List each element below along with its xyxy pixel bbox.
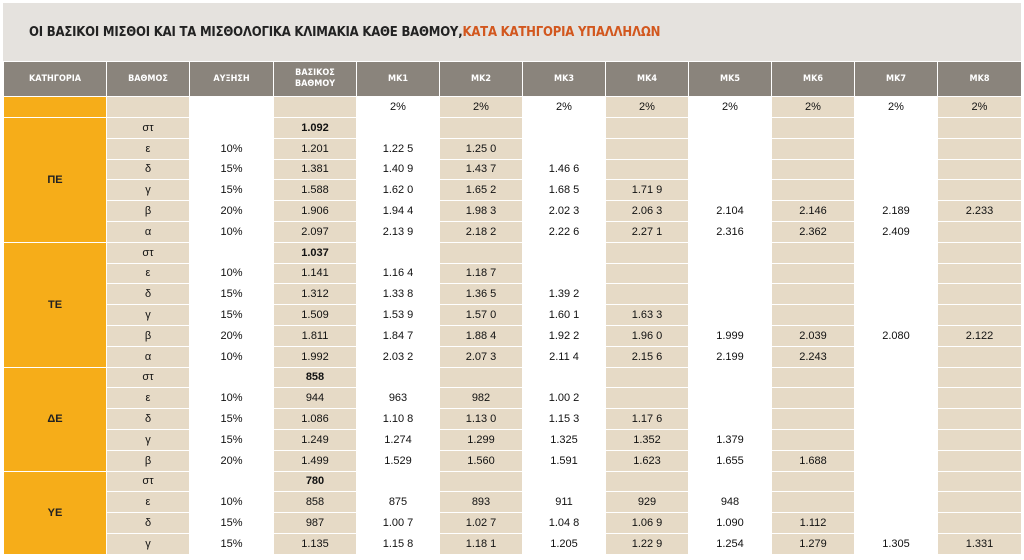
mk-cell (772, 263, 855, 284)
category-cell: ΔΕ (4, 367, 107, 471)
mk-cell (938, 471, 1022, 492)
mk-cell (606, 138, 689, 159)
mk-cell (606, 284, 689, 305)
grade-cell: ε (107, 492, 190, 513)
percentage-cell: 2% (772, 97, 855, 118)
mk-cell (689, 388, 772, 409)
mk-cell: 1.15 3 (523, 409, 606, 430)
grade-cell: ε (107, 138, 190, 159)
mk-cell: 1.13 0 (440, 409, 523, 430)
mk-cell: 982 (440, 388, 523, 409)
table-row (4, 305, 1022, 326)
table-row (4, 367, 1022, 388)
category-cell: ΠΕ (4, 118, 107, 243)
mk-cell (606, 118, 689, 139)
mk-cell: 2.362 (772, 221, 855, 242)
mk-cell (938, 221, 1022, 242)
mk-cell: 1.04 8 (523, 513, 606, 534)
mk-cell (855, 263, 938, 284)
column-header: ΜΚ2 (440, 62, 523, 97)
percentage-row (4, 97, 1022, 118)
basic-salary-cell: 1.992 (274, 346, 357, 367)
mk-cell (689, 138, 772, 159)
basic-salary-cell: 1.135 (274, 533, 357, 554)
table-row (4, 513, 1022, 534)
mk-cell: 1.22 5 (357, 138, 440, 159)
grade-cell: β (107, 450, 190, 471)
grade-cell: γ (107, 429, 190, 450)
mk-cell: 1.60 1 (523, 305, 606, 326)
mk-cell (855, 388, 938, 409)
mk-cell: 1.15 8 (357, 533, 440, 554)
grade-cell: δ (107, 284, 190, 305)
mk-cell (938, 513, 1022, 534)
mk-cell: 1.84 7 (357, 325, 440, 346)
mk-cell: 1.16 4 (357, 263, 440, 284)
mk-cell (523, 242, 606, 263)
mk-cell: 2.22 6 (523, 221, 606, 242)
mk-cell: 1.00 2 (523, 388, 606, 409)
table-row (4, 201, 1022, 222)
mk-cell (855, 492, 938, 513)
table-row (4, 492, 1022, 513)
percentage-cell: 2% (855, 97, 938, 118)
basic-salary-cell: 987 (274, 513, 357, 534)
basic-salary-cell: 1.092 (274, 118, 357, 139)
basic-salary-cell: 1.499 (274, 450, 357, 471)
increase-cell: 15% (190, 284, 274, 305)
grade-cell: στ (107, 242, 190, 263)
mk-cell: 1.18 7 (440, 263, 523, 284)
mk-cell (357, 367, 440, 388)
grade-cell: στ (107, 471, 190, 492)
basic-salary-cell: 1.249 (274, 429, 357, 450)
mk-cell: 1.090 (689, 513, 772, 534)
mk-cell: 948 (689, 492, 772, 513)
mk-cell: 1.688 (772, 450, 855, 471)
grade-cell: ε (107, 263, 190, 284)
mk-cell (938, 118, 1022, 139)
mk-cell (855, 471, 938, 492)
mk-cell (772, 138, 855, 159)
category-cell (4, 97, 107, 118)
mk-cell: 911 (523, 492, 606, 513)
increase-cell: 10% (190, 263, 274, 284)
basic-salary-cell: 858 (274, 367, 357, 388)
grade-cell: γ (107, 533, 190, 554)
mk-cell: 1.46 6 (523, 159, 606, 180)
table-row (4, 118, 1022, 139)
basic-salary-cell: 1.811 (274, 325, 357, 346)
increase-cell: 15% (190, 429, 274, 450)
mk-cell: 1.305 (855, 533, 938, 554)
column-header: ΜΚ3 (523, 62, 606, 97)
mk-cell (606, 159, 689, 180)
column-header: ΑΥΞΗΣΗ (190, 62, 274, 97)
mk-cell: 1.65 2 (440, 180, 523, 201)
mk-cell: 1.43 7 (440, 159, 523, 180)
mk-cell (689, 263, 772, 284)
basic-salary-cell: 944 (274, 388, 357, 409)
table-row (4, 533, 1022, 554)
basic-salary-cell: 1.141 (274, 263, 357, 284)
mk-cell (855, 513, 938, 534)
grade-cell: β (107, 201, 190, 222)
basic-salary-cell: 858 (274, 492, 357, 513)
increase-cell (190, 471, 274, 492)
mk-cell (440, 367, 523, 388)
mk-cell: 1.325 (523, 429, 606, 450)
increase-cell: 20% (190, 201, 274, 222)
grade-cell: δ (107, 159, 190, 180)
increase-cell (190, 118, 274, 139)
title-main: ΟΙ ΒΑΣΙΚΟΙ ΜΙΣΘΟΙ ΚΑΙ ΤΑ ΜΙΣΘΟΛΟΓΙΚΑ ΚΛΙΜΑΚΙΑ ΚΑΘΕ ΒΑΘΜΟΥ, (29, 24, 463, 40)
table-cell (190, 97, 274, 118)
basic-salary-cell: 1.381 (274, 159, 357, 180)
mk-cell (938, 367, 1022, 388)
mk-cell: 2.13 9 (357, 221, 440, 242)
mk-cell: 1.254 (689, 533, 772, 554)
mk-cell (606, 263, 689, 284)
salary-table (3, 61, 1022, 555)
increase-cell: 15% (190, 513, 274, 534)
table-row (4, 325, 1022, 346)
mk-cell: 1.92 2 (523, 325, 606, 346)
mk-cell: 2.039 (772, 325, 855, 346)
increase-cell (190, 242, 274, 263)
mk-cell (855, 367, 938, 388)
mk-cell (772, 242, 855, 263)
mk-cell (357, 118, 440, 139)
mk-cell: 1.40 9 (357, 159, 440, 180)
mk-cell (855, 138, 938, 159)
mk-cell (689, 118, 772, 139)
mk-cell: 1.999 (689, 325, 772, 346)
increase-cell: 15% (190, 305, 274, 326)
increase-cell: 10% (190, 138, 274, 159)
mk-cell: 2.080 (855, 325, 938, 346)
table-row (4, 180, 1022, 201)
mk-cell (855, 284, 938, 305)
basic-salary-cell: 2.097 (274, 221, 357, 242)
column-header: ΜΚ6 (772, 62, 855, 97)
mk-cell (938, 263, 1022, 284)
mk-cell: 875 (357, 492, 440, 513)
basic-salary-cell: 1.588 (274, 180, 357, 201)
mk-cell: 2.243 (772, 346, 855, 367)
mk-cell (855, 346, 938, 367)
mk-cell (689, 180, 772, 201)
mk-cell (772, 388, 855, 409)
increase-cell: 15% (190, 409, 274, 430)
table-row (4, 221, 1022, 242)
mk-cell: 1.331 (938, 533, 1022, 554)
mk-cell: 2.409 (855, 221, 938, 242)
mk-cell: 1.68 5 (523, 180, 606, 201)
mk-cell (772, 367, 855, 388)
mk-cell (938, 388, 1022, 409)
grade-cell: ε (107, 388, 190, 409)
increase-cell: 10% (190, 221, 274, 242)
increase-cell: 10% (190, 388, 274, 409)
column-header: ΒΑΘΜΟΣ (107, 62, 190, 97)
mk-cell: 893 (440, 492, 523, 513)
mk-cell (938, 492, 1022, 513)
mk-cell (523, 263, 606, 284)
mk-cell: 1.88 4 (440, 325, 523, 346)
mk-cell: 1.274 (357, 429, 440, 450)
mk-cell: 1.62 0 (357, 180, 440, 201)
table-row (4, 138, 1022, 159)
grade-cell: α (107, 221, 190, 242)
mk-cell: 2.146 (772, 201, 855, 222)
mk-cell (440, 471, 523, 492)
mk-cell (938, 159, 1022, 180)
mk-cell: 2.316 (689, 221, 772, 242)
mk-cell: 2.07 3 (440, 346, 523, 367)
mk-cell (855, 429, 938, 450)
column-header: ΜΚ1 (357, 62, 440, 97)
increase-cell: 15% (190, 180, 274, 201)
mk-cell: 963 (357, 388, 440, 409)
table-row (4, 450, 1022, 471)
table-row (4, 242, 1022, 263)
mk-cell: 1.39 2 (523, 284, 606, 305)
mk-cell (938, 305, 1022, 326)
mk-cell: 2.104 (689, 201, 772, 222)
mk-cell (938, 429, 1022, 450)
basic-salary-cell: 1.201 (274, 138, 357, 159)
mk-cell (772, 284, 855, 305)
mk-cell (855, 118, 938, 139)
mk-cell: 1.529 (357, 450, 440, 471)
mk-cell: 1.205 (523, 533, 606, 554)
mk-cell: 1.33 8 (357, 284, 440, 305)
mk-cell: 1.06 9 (606, 513, 689, 534)
basic-salary-cell: 1.906 (274, 201, 357, 222)
category-cell: ΥΕ (4, 471, 107, 554)
mk-cell (689, 159, 772, 180)
mk-cell (772, 429, 855, 450)
category-cell: ΤΕ (4, 242, 107, 367)
mk-cell: 1.25 0 (440, 138, 523, 159)
mk-cell (523, 367, 606, 388)
table-row (4, 429, 1022, 450)
mk-cell (772, 471, 855, 492)
mk-cell (855, 159, 938, 180)
mk-cell (772, 159, 855, 180)
mk-cell: 1.279 (772, 533, 855, 554)
mk-cell (855, 180, 938, 201)
mk-cell: 2.02 3 (523, 201, 606, 222)
increase-cell: 15% (190, 159, 274, 180)
mk-cell: 2.122 (938, 325, 1022, 346)
mk-cell (689, 242, 772, 263)
title-accent: ΚΑΤΑ ΚΑΤΗΓΟΡΙΑ ΥΠΑΛΛΗΛΩΝ (462, 24, 661, 40)
mk-cell (689, 409, 772, 430)
mk-cell: 2.233 (938, 201, 1022, 222)
mk-cell (440, 242, 523, 263)
mk-cell (357, 242, 440, 263)
mk-cell (689, 305, 772, 326)
basic-salary-cell: 1.312 (274, 284, 357, 305)
mk-cell (938, 450, 1022, 471)
mk-cell: 1.00 7 (357, 513, 440, 534)
mk-cell: 929 (606, 492, 689, 513)
mk-cell (606, 242, 689, 263)
mk-cell: 2.18 2 (440, 221, 523, 242)
column-header: ΚΑΤΗΓΟΡΙΑ (4, 62, 107, 97)
mk-cell (855, 450, 938, 471)
table-body (4, 97, 1022, 555)
mk-cell (772, 305, 855, 326)
mk-cell (855, 305, 938, 326)
column-header: ΜΚ8 (938, 62, 1022, 97)
mk-cell: 1.17 6 (606, 409, 689, 430)
mk-cell (440, 118, 523, 139)
increase-cell: 15% (190, 533, 274, 554)
increase-cell: 20% (190, 450, 274, 471)
page-title (3, 3, 1021, 61)
increase-cell: 10% (190, 346, 274, 367)
grade-cell: δ (107, 513, 190, 534)
salary-infographic (3, 3, 1021, 558)
mk-cell: 2.189 (855, 201, 938, 222)
percentage-cell: 2% (523, 97, 606, 118)
mk-cell (523, 471, 606, 492)
table-row (4, 346, 1022, 367)
column-header: ΜΚ5 (689, 62, 772, 97)
mk-cell (938, 138, 1022, 159)
mk-cell: 1.623 (606, 450, 689, 471)
mk-cell: 1.71 9 (606, 180, 689, 201)
table-row (4, 409, 1022, 430)
mk-cell: 1.57 0 (440, 305, 523, 326)
mk-cell: 1.299 (440, 429, 523, 450)
basic-salary-cell: 1.086 (274, 409, 357, 430)
grade-cell: β (107, 325, 190, 346)
mk-cell (938, 284, 1022, 305)
percentage-cell: 2% (440, 97, 523, 118)
mk-cell: 1.53 9 (357, 305, 440, 326)
mk-cell (772, 492, 855, 513)
percentage-cell: 2% (689, 97, 772, 118)
mk-cell: 2.06 3 (606, 201, 689, 222)
percentage-cell: 2% (606, 97, 689, 118)
mk-cell: 1.98 3 (440, 201, 523, 222)
table-cell (107, 97, 190, 118)
basic-salary-cell: 1.509 (274, 305, 357, 326)
mk-cell (689, 367, 772, 388)
grade-cell: γ (107, 305, 190, 326)
mk-cell (606, 388, 689, 409)
mk-cell: 1.94 4 (357, 201, 440, 222)
mk-cell: 1.10 8 (357, 409, 440, 430)
mk-cell (855, 242, 938, 263)
mk-cell: 2.27 1 (606, 221, 689, 242)
table-row (4, 284, 1022, 305)
increase-cell (190, 367, 274, 388)
grade-cell: α (107, 346, 190, 367)
mk-cell: 1.22 9 (606, 533, 689, 554)
mk-cell: 2.11 4 (523, 346, 606, 367)
mk-cell: 2.03 2 (357, 346, 440, 367)
mk-cell (523, 118, 606, 139)
mk-cell: 2.199 (689, 346, 772, 367)
mk-cell: 1.96 0 (606, 325, 689, 346)
mk-cell (938, 409, 1022, 430)
mk-cell (938, 242, 1022, 263)
grade-cell: στ (107, 367, 190, 388)
mk-cell (855, 409, 938, 430)
header-row (4, 62, 1022, 97)
mk-cell (606, 471, 689, 492)
table-row (4, 471, 1022, 492)
mk-cell (772, 409, 855, 430)
mk-cell (523, 138, 606, 159)
table-row (4, 263, 1022, 284)
percentage-cell: 2% (938, 97, 1022, 118)
mk-cell (772, 180, 855, 201)
increase-cell: 10% (190, 492, 274, 513)
column-header: ΜΚ7 (855, 62, 938, 97)
mk-cell: 1.18 1 (440, 533, 523, 554)
grade-cell: γ (107, 180, 190, 201)
mk-cell: 1.63 3 (606, 305, 689, 326)
percentage-cell: 2% (357, 97, 440, 118)
mk-cell: 1.352 (606, 429, 689, 450)
mk-cell: 1.655 (689, 450, 772, 471)
mk-cell: 1.02 7 (440, 513, 523, 534)
mk-cell (772, 118, 855, 139)
mk-cell (938, 180, 1022, 201)
mk-cell: 1.379 (689, 429, 772, 450)
basic-salary-cell: 780 (274, 471, 357, 492)
grade-cell: δ (107, 409, 190, 430)
mk-cell (606, 367, 689, 388)
mk-cell: 1.560 (440, 450, 523, 471)
mk-cell: 2.15 6 (606, 346, 689, 367)
column-header: ΒΑΣΙΚΟΣ ΒΑΘΜΟΥ (274, 62, 357, 97)
mk-cell (689, 284, 772, 305)
table-row (4, 159, 1022, 180)
column-header: ΜΚ4 (606, 62, 689, 97)
mk-cell (938, 346, 1022, 367)
table-row (4, 388, 1022, 409)
mk-cell (357, 471, 440, 492)
basic-salary-cell: 1.037 (274, 242, 357, 263)
mk-cell (689, 471, 772, 492)
grade-cell: στ (107, 118, 190, 139)
increase-cell: 20% (190, 325, 274, 346)
mk-cell: 1.36 5 (440, 284, 523, 305)
mk-cell: 1.112 (772, 513, 855, 534)
mk-cell: 1.591 (523, 450, 606, 471)
table-cell (274, 97, 357, 118)
